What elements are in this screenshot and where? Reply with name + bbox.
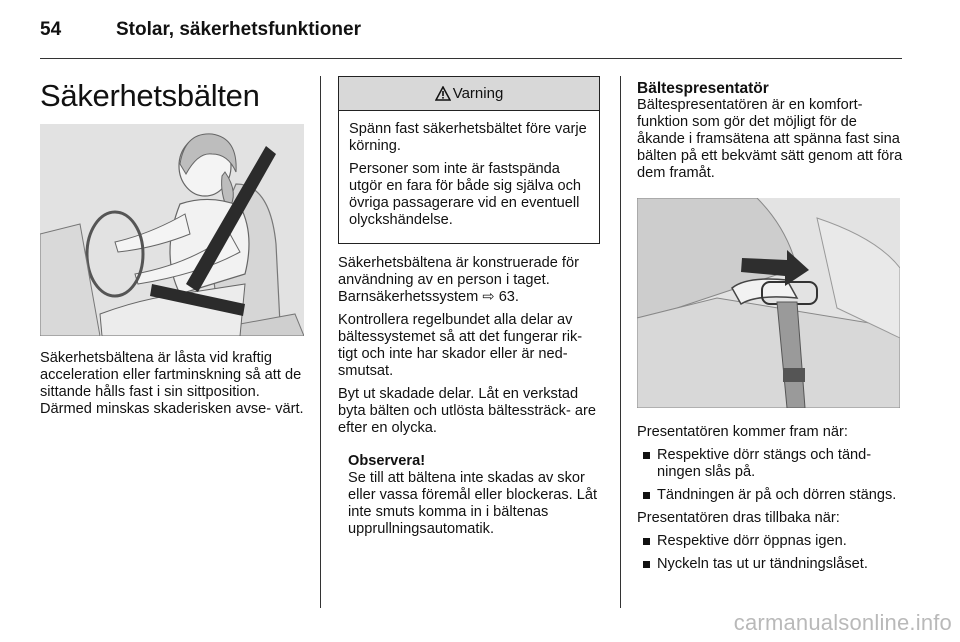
presenter-section — [637, 80, 903, 182]
list-item: Respektive dörr öppnas igen. — [637, 533, 903, 550]
column-divider — [320, 76, 321, 608]
column-2-text — [338, 255, 604, 437]
warning-box — [338, 76, 600, 244]
presenter-conditions — [637, 424, 903, 573]
column-divider — [620, 76, 621, 608]
warning-title: Varning — [452, 85, 504, 102]
watermark: carmanualsonline.info — [733, 610, 952, 635]
paragraph-inspect: Kontrollera regelbundet alla delar av bältessystemet så att det fungerar rik- tigt och inte har skador eller är ned- smutsat. — [338, 312, 583, 379]
list-item: Tändningen är på och dörren stängs. — [637, 487, 903, 504]
warning-text-2: Personer som inte är fastspända utgör en fara för både sig själva och övriga passagerare vid en eventuell olyckshändelse. — [349, 161, 582, 228]
belt-presenter-illustration — [637, 198, 900, 408]
page-number: 54 — [40, 19, 62, 40]
comes-forward-label: Presentatören kommer fram när: — [637, 424, 848, 440]
list-item: Respektive dörr stängs och tänd- ningen slås på. — [637, 447, 903, 481]
note-block — [348, 453, 606, 538]
presenter-intro: Bältespresentatören är en komfort- funktion som gör det möjligt för de åkande i framsätena att spänna fast sina bälten på ett bekvämt sätt genom att föra dem framåt. — [637, 97, 903, 181]
seatbelt-driver-illustration — [40, 124, 304, 336]
presenter-title: Bältespresentatör — [637, 80, 769, 97]
intro-text: Säkerhetsbältena är låsta vid kraftig acceleration eller fartminskning så att de sittande hålls fast i sin sittposition. Därmed minskas skaderisken avse- värt. — [40, 350, 304, 417]
chapter-title: Stolar, säkerhetsfunktioner — [116, 19, 361, 40]
page-reference[interactable]: 63. — [498, 289, 519, 305]
warning-icon — [435, 86, 451, 101]
page-reference-icon: ⇨ — [482, 289, 495, 305]
paragraph-usage: Säkerhetsbältena är konstruerade för användning av en person i taget. Barnsäkerhetssystem ⇨ 63. — [338, 255, 579, 305]
warning-text-1: Spänn fast säkerhetsbältet före varje körning. — [349, 121, 587, 154]
list-item: Nyckeln tas ut ur tändningslåset. — [637, 556, 903, 573]
header-rule — [40, 58, 902, 59]
intro-paragraph — [40, 350, 308, 418]
warning-header — [339, 77, 599, 111]
paragraph-replace: Byt ut skadade delar. Låt en verkstad byta bälten och utlösta bältessträck- are efter en olycka. — [338, 386, 596, 436]
section-title: Säkerhetsbälten — [40, 78, 260, 113]
note-title: Observera! — [348, 453, 426, 469]
note-text: Se till att bältena inte skadas av skor eller vassa föremål eller blockeras. Låt inte smuts komma in i bältenas upprullningsautomatik. — [348, 470, 598, 537]
pulled-back-label: Presentatören dras tillbaka när: — [637, 510, 840, 526]
